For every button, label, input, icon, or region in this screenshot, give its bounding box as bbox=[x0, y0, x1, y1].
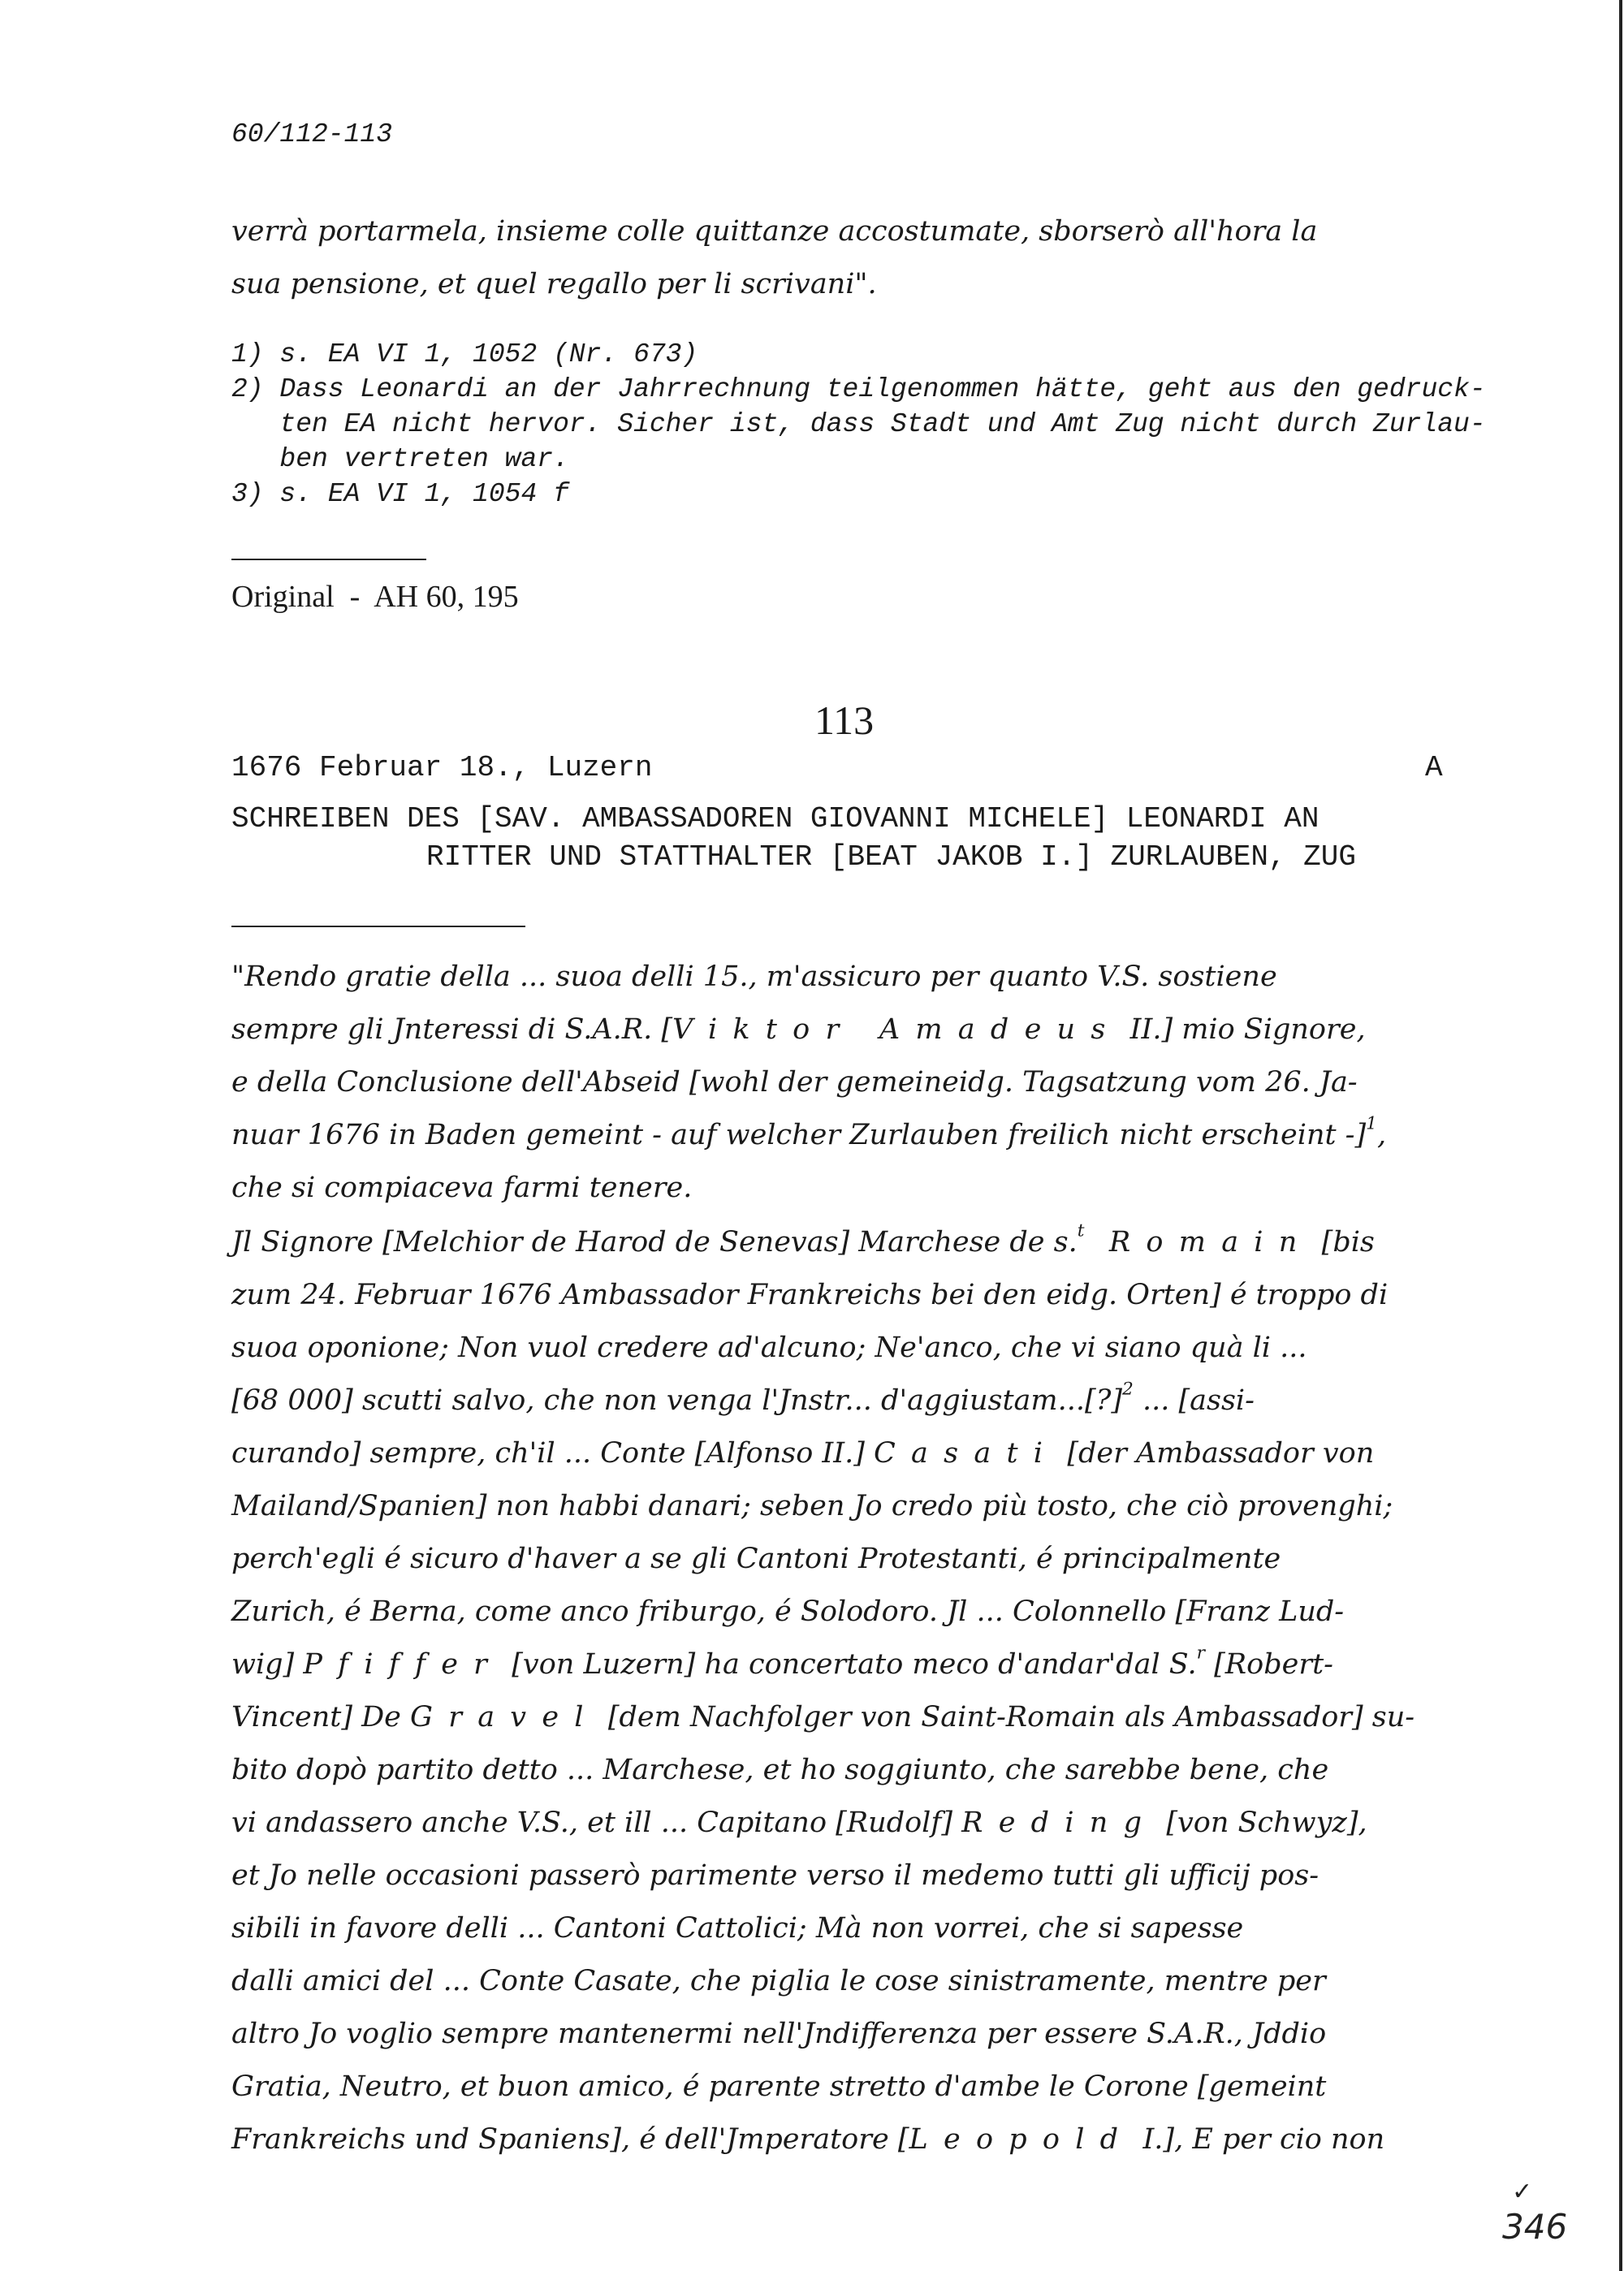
checkmark-icon: ✓ bbox=[1512, 2178, 1533, 2206]
spaced-name-casati: Casati bbox=[874, 1437, 1059, 1470]
body-line: nuar 1676 in Baden gemeint - auf welcher Zurlauben freilich nicht erscheint -]$^1$, bbox=[231, 1113, 1387, 1151]
footnote-2-end: ben vertreten war. bbox=[231, 444, 569, 474]
document-date-place: 1676 Februar 18., Luzern bbox=[231, 751, 653, 784]
archive-folio-number: 346 bbox=[1502, 2207, 1568, 2247]
source-note: Original - AH 60, 195 bbox=[231, 580, 519, 614]
body-line: Vincent] De Gravel [dem Nachfolger von Saint-Romain als Ambassador] su- bbox=[231, 1701, 1415, 1733]
body-line: e della Conclusione dell'Abseid [wohl der gemeineidg. Tagsatzung vom 26. Ja- bbox=[231, 1066, 1358, 1099]
body-line: Mailand/Spanien] non habbi danari; seben Jo credo più tosto, che ciò provenghi; bbox=[231, 1490, 1393, 1522]
spaced-name-romain: Romain bbox=[1084, 1226, 1313, 1259]
prev-text-line-1: verrà portarmela, insieme colle quittanze accostumate, sborserò all'hora la bbox=[231, 215, 1318, 248]
spaced-name-gravel: Gravel bbox=[410, 1701, 599, 1733]
footnote-2: 2) Dass Leonardi an der Jahrrechnung teilgenommen hätte, geht aus den gedruck- bbox=[231, 374, 1486, 404]
spaced-name-leopold: Leopold bbox=[909, 2123, 1134, 2156]
document-number: 113 bbox=[814, 697, 875, 743]
body-line: sibili in favore delli ... Cantoni Cattolici; Mà non vorrei, che si sapesse bbox=[231, 1912, 1244, 1945]
body-line: sempre gli Jnteressi di S.A.R. [Viktor Amadeus II.] mio Signore, bbox=[231, 1013, 1366, 1046]
spaced-name-viktor-amadeus: Viktor Amadeus bbox=[672, 1013, 1121, 1046]
footnote-2-cont: ten EA nicht hervor. Sicher ist, dass Stadt und Amt Zug nicht durch Zurlau- bbox=[231, 409, 1486, 439]
body-line: dalli amici del ... Conte Casate, che piglia le cose sinistramente, mentre per bbox=[231, 1965, 1326, 1997]
spaced-name-pfiffer: Pfiffer bbox=[303, 1648, 503, 1681]
separator-rule bbox=[231, 559, 426, 560]
body-line: Jl Signore [Melchior de Harod de Senevas] Marchese de s.$^t$ Romain [bis bbox=[231, 1220, 1375, 1259]
body-line: perch'egli é sicuro d'haver a se gli Cantoni Protestanti, é principalmente bbox=[231, 1543, 1281, 1575]
footnote-ref-2: 2 bbox=[1122, 1379, 1134, 1400]
body-line: suoa oponione; Non vuol credere ad'alcuno; Ne'anco, che vi siano quà li ... bbox=[231, 1332, 1307, 1364]
footnote-3: 3) s. EA VI 1, 1054 f bbox=[231, 479, 569, 509]
body-line: zum 24. Februar 1676 Ambassador Frankreichs bei den eidg. Orten] é troppo di bbox=[231, 1279, 1389, 1311]
body-line: vi andassero anche V.S., et ill ... Capitano [Rudolf] Reding [von Schwyz], bbox=[231, 1807, 1367, 1839]
body-line: Gratia, Neutro, et buon amico, é parente stretto d'ambe le Corone [gemeint bbox=[231, 2070, 1327, 2103]
document-letter: A bbox=[1425, 751, 1443, 784]
document-title-line-2: RITTER UND STATTHALTER [BEAT JAKOB I.] ZURLAUBEN, ZUG bbox=[426, 840, 1356, 874]
body-line: altro Jo voglio sempre mantenermi nell'Jndifferenza per essere S.A.R., Jddio bbox=[231, 2018, 1327, 2050]
body-line: bito dopò partito detto ... Marchese, et ho soggiunto, che sarebbe bene, che bbox=[231, 1754, 1329, 1786]
body-line: "Rendo gratie della ... suoa delli 15., m'assicuro per quanto V.S. sostiene bbox=[231, 961, 1277, 993]
heading-rule bbox=[231, 926, 525, 927]
spaced-name-reding: Reding bbox=[961, 1807, 1158, 1839]
page-reference: 60/112-113 bbox=[231, 119, 393, 149]
footnote-ref-1: 1 bbox=[1366, 1113, 1377, 1134]
body-line: [68 000] scutti salvo, che non venga l'Jnstr... d'aggiustam...[?]$^2$ ... [assi- bbox=[231, 1379, 1255, 1417]
body-line: Zurich, é Berna, come anco friburgo, é Solodoro. Jl ... Colonnello [Franz Lud- bbox=[231, 1595, 1345, 1628]
body-line: Frankreichs und Spaniens], é dell'Jmperatore [Leopold I.], E per cio non bbox=[231, 2123, 1385, 2156]
body-line: wig] Pfiffer [von Luzern] ha concertato meco d'andar'dal S.$^r$ [Robert- bbox=[231, 1643, 1333, 1681]
footnote-1: 1) s. EA VI 1, 1052 (Nr. 673) bbox=[231, 339, 698, 369]
body-line: curando] sempre, ch'il ... Conte [Alfonso II.] Casati [der Ambassador von bbox=[231, 1437, 1375, 1470]
body-line: che si compiaceva farmi tenere. bbox=[231, 1172, 693, 1204]
document-title-line-1: SCHREIBEN DES [SAV. AMBASSADOREN GIOVANNI MICHELE] LEONARDI AN bbox=[231, 802, 1320, 835]
body-line: et Jo nelle occasioni passerò parimente verso il medemo tutti gli ufficij pos- bbox=[231, 1859, 1320, 1892]
prev-text-line-2: sua pensione, et quel regallo per li scrivani". bbox=[231, 268, 877, 300]
